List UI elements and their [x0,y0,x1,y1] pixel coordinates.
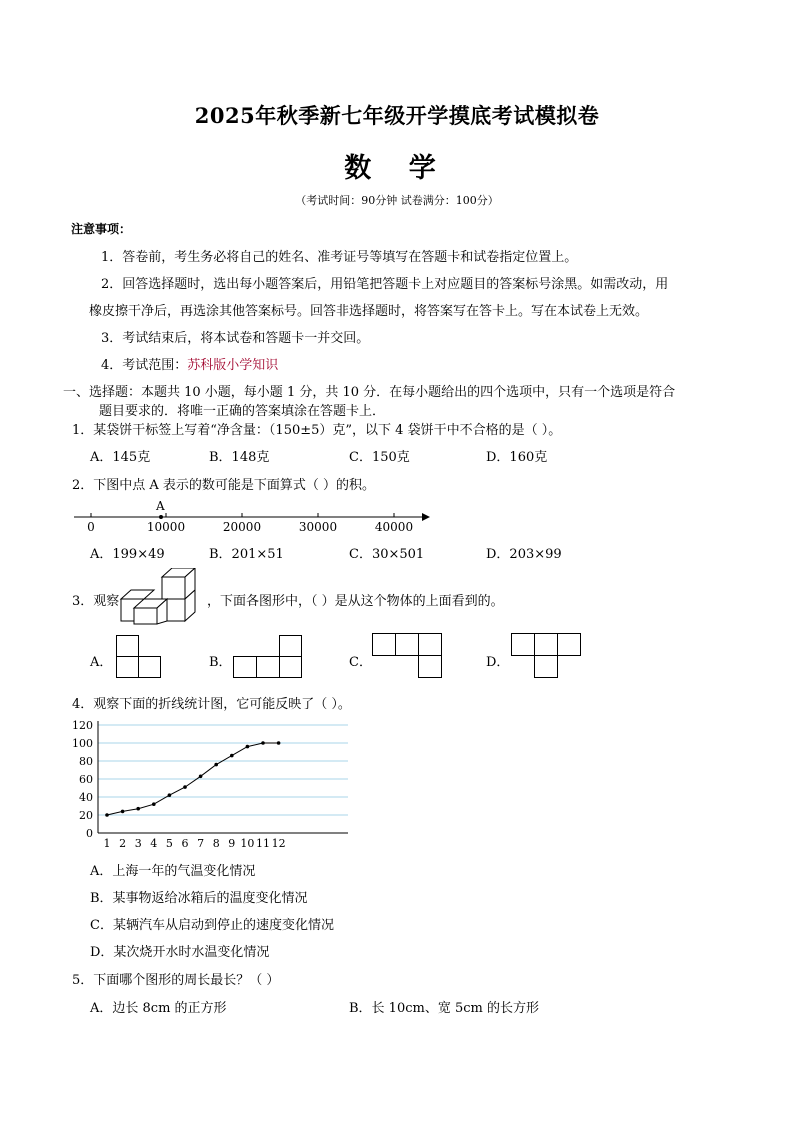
q1-option-c[interactable]: C．150克 [349,450,410,465]
q1-option-a[interactable]: A．145克 [90,450,151,465]
q4-option-a[interactable]: A．上海一年的气温变化情况 [90,864,256,879]
q2-option-b[interactable]: B．201×51 [209,547,284,562]
q5-option-b[interactable]: B．长 10cm、宽 5cm 的长方形 [349,1001,539,1016]
y-tick-label: 20 [79,809,93,822]
section-1-instructions-line-1: 一、选择题：本题共 10 小题，每小题 1 分，共 10 分．在每小题给出的四个选项中，只有一个选项是符合 [63,385,676,400]
q4-option-b[interactable]: B．某事物返给冰箱后的温度变化情况 [90,891,308,906]
tick-label-20000: 20000 [222,520,262,534]
exam-title: 2025年秋季新七年级开学摸底考试模拟卷 [194,103,600,128]
point-a-label: A [156,499,165,513]
q2-option-a[interactable]: A．199×49 [90,547,165,562]
q2-option-c[interactable]: C．30×501 [349,547,425,562]
y-tick-label: 80 [79,755,93,768]
tick-label-0: 0 [87,520,95,534]
data-point [136,807,140,811]
x-tick-label: 12 [271,837,286,850]
notes-item-3: 3．考试结束后，将本试卷和答题卡一并交回。 [101,331,370,346]
x-tick-label: 9 [228,837,236,850]
notes-item-2-line-2: 橡皮擦干净后，再选涂其他答案标号。回答非选择题时，将答案写在答卡上。写在本试卷上无效。 [89,304,649,319]
data-point [230,754,234,758]
y-tick-label: 0 [86,827,93,840]
data-point [199,775,203,779]
q3-option-c-figure [372,633,444,679]
x-tick-label: 11 [256,837,270,850]
q2-option-d[interactable]: D．203×99 [486,547,562,562]
x-tick-label: 2 [119,837,127,850]
notes-item-4 [101,354,278,373]
q3-option-c[interactable]: C． [349,655,372,670]
notes-heading: 注意事项： [71,222,132,236]
q3-option-b-figure [233,635,303,679]
cube-stack-figure [117,568,207,626]
q4-option-c[interactable]: C．某辆汽车从启动到停止的速度变化情况 [90,918,334,933]
point-a-marker [159,515,163,519]
q3-stem-prefix: 3．观察 [72,594,120,609]
notes-item-2-line-1: 2．回答选择题时，选出每小题答案后，用铅笔把答题卡上对应题目的答案标号涂黑。如需改动，用 [101,277,669,292]
data-point [183,785,187,789]
q3-option-d-figure [511,633,583,679]
data-point [261,741,265,745]
q5-stem: 5．下面哪个图形的周长最长？（ ） [72,973,280,988]
q1-option-d[interactable]: D．160克 [486,450,548,465]
q3-option-a-figure [116,635,162,679]
q4-option-d[interactable]: D．某次烧开水时水温变化情况 [90,945,270,960]
x-tick-label: 8 [212,837,220,850]
section-1-instructions-line-2: 题目要求的．将唯一正确的答案填涂在答题卡上． [99,404,386,419]
y-tick-label: 40 [79,791,93,804]
exam-info: （考试时间：90分钟 试卷满分：100分） [295,194,499,207]
tick-label-30000: 30000 [298,520,338,534]
q4-stem: 4．观察下面的折线统计图，它可能反映了（ ）。 [72,697,351,712]
data-point [152,802,156,806]
number-line-arrow [422,513,430,521]
data-point [214,763,218,767]
notes-item-4-prefix: 4．考试范围： [101,358,188,373]
q5-option-a[interactable]: A．边长 8cm 的正方形 [90,1001,227,1016]
q3-option-d[interactable]: D． [486,655,510,670]
tick-label-40000: 40000 [374,520,414,534]
y-tick-label: 120 [72,719,93,732]
exam-scope: 苏科版小学知识 [187,358,279,373]
data-point [105,813,109,817]
y-tick-label: 60 [79,773,93,786]
subject-title: 数 学 [344,153,450,184]
line-chart [66,716,356,850]
q2-stem: 2．下图中点 A 表示的数可能是下面算式（ ）的积。 [72,478,376,493]
notes-item-1: 1．答卷前，考生务必将自己的姓名、准考证号等填写在答题卡和试卷指定位置上。 [101,250,578,265]
x-tick-label: 6 [181,837,189,850]
tick-label-10000: 10000 [146,520,186,534]
x-tick-label: 7 [197,837,205,850]
q1-stem: 1．某袋饼干标签上写着“净含量：（150±5）克”，以下 4 袋饼干中不合格的是（ ）。 [72,423,562,438]
number-line [70,497,440,537]
x-tick-label: 3 [134,837,142,850]
x-tick-label: 1 [103,837,111,850]
data-point [277,741,281,745]
x-tick-label: 4 [150,837,158,850]
q3-option-a[interactable]: A． [90,655,113,670]
y-tick-label: 100 [72,737,93,750]
q3-option-b[interactable]: B． [209,655,232,670]
data-point [121,810,125,814]
x-tick-label: 5 [165,837,173,850]
data-point [168,793,172,797]
data-point [246,745,250,749]
x-tick-label: 10 [240,837,255,850]
q3-stem-suffix: ，下面各图形中，（ ）是从这个物体的上面看到的。 [207,594,504,609]
q1-option-b[interactable]: B．148克 [209,450,270,465]
